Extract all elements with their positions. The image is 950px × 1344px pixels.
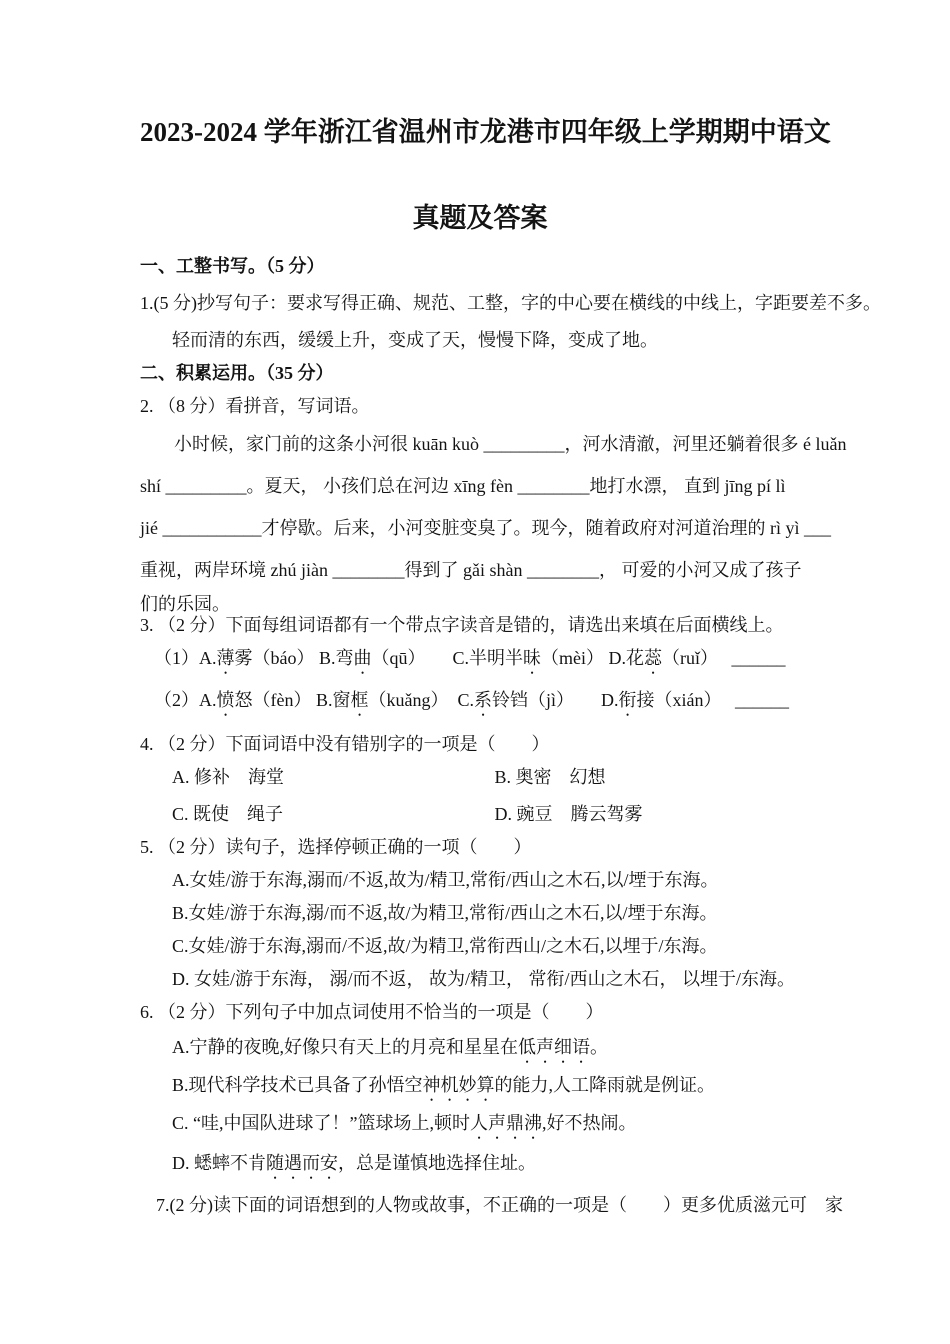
q4-stem: 4. （2 分）下面词语中没有错别字的一项是（ ） — [140, 734, 550, 754]
q2-pinyin-line4: 重视，两岸环境 zhú jiàn ________得到了 gǎi shàn ________， 可爱的小河又成了孩子 — [140, 560, 802, 580]
q6-option-b: B.现代科学技术已具备了孙悟空神机妙算的能力,人工降雨就是例证。 — [172, 1075, 716, 1095]
document-title-line1: 2023-2024 学年浙江省温州市龙港市四年级上学期期中语文 — [140, 117, 831, 147]
q6-option-a: A.宁静的夜晚,好像只有天上的月亮和星星在低声细语。 — [172, 1037, 608, 1057]
q1-copy-sentence: 轻而清的东西，缓缓上升，变成了天，慢慢下降，变成了地。 — [172, 330, 658, 350]
q3-stem: 3. （2 分）下面每组词语都有一个带点字读音是错的，请选出来填在后面横线上。 — [140, 615, 784, 635]
q5-stem: 5. （2 分）读句子，选择停顿正确的一项（ ） — [140, 837, 532, 857]
q5-option-c: C.女娃/游于东海,溺而/不返,故/为精卫,常衔西山/之木石,以埋于/东海。 — [172, 936, 718, 956]
q2-pinyin-line1: 小时候，家门前的这条小河很 kuān kuò _________，河水清澈，河里还躺着很多 é luǎn — [174, 434, 847, 454]
q4-options-row1 — [172, 761, 820, 794]
q3-group1: （1）A.薄雾（báo） B.弯曲（qū） C.半明半昧（mèi） D.花蕊（ruǐ） ______ — [154, 648, 786, 668]
q5-option-d: D. 女娃/游于东海， 溺/而不返， 故为/精卫， 常衔/西山之木石， 以埋于/东海。 — [172, 969, 796, 989]
q7-stem: 7.(2 分)读下面的词语想到的人物或故事，不正确的一项是（ ）更多优质滋元可 家 — [156, 1195, 843, 1215]
q6-option-d: D. 蟋蟀不肯随遇而安，总是谨慎地选择住址。 — [172, 1153, 536, 1173]
section2-heading: 二、积累运用。（35 分） — [140, 363, 334, 383]
q4-option-d: D. 豌豆 腾云驾雾 — [494, 804, 643, 824]
q4-option-a: A. 修补 海堂 — [172, 767, 284, 787]
q4-option-c: C. 既使 绳子 — [172, 804, 284, 824]
q1-instruction: 1.(5 分)抄写句子：要求写得正确、规范、工整，字的中心要在横线的中线上，字距要差不多。 — [140, 293, 881, 313]
q2-pinyin-line3: jié ___________才停歇。后来，小河变脏变臭了。现今，随着政府对河道治理的 rì yì ___ — [140, 518, 831, 538]
q3-group2: （2）A.愤怒（fèn） B.窗框（kuǎng） C.系铃铛（jì） D.衔接（xián） ______ — [154, 690, 790, 710]
q5-option-a: A.女娃/游于东海,溺而/不返,故为/精卫,常衔/西山之木石,以/堙于东海。 — [172, 870, 719, 890]
q2-pinyin-line2: shí _________。夏天， 小孩们总在河边 xīng fèn ________地打水漂， 直到 jīng pí lì — [140, 476, 786, 496]
q6-option-c: C. “哇,中国队进球了！”篮球场上,顿时人声鼎沸,好不热闹。 — [172, 1113, 637, 1133]
q2-stem: 2. （8 分）看拼音，写词语。 — [140, 396, 370, 416]
q5-option-b: B.女娃/游于东海,溺/而不返,故/为精卫,常衔/西山之木石,以/堙于东海。 — [172, 903, 718, 923]
section1-heading: 一、工整书写。（5 分） — [140, 256, 325, 276]
document-title-line2: 真题及答案 — [412, 203, 548, 233]
q4-option-b: B. 奥密 幻想 — [494, 767, 606, 787]
q6-stem: 6. （2 分）下列句子中加点词使用不恰当的一项是（ ） — [140, 1002, 604, 1022]
q2-pinyin-line5: 们的乐园。 — [140, 594, 230, 614]
q4-options-row2 — [172, 798, 820, 831]
